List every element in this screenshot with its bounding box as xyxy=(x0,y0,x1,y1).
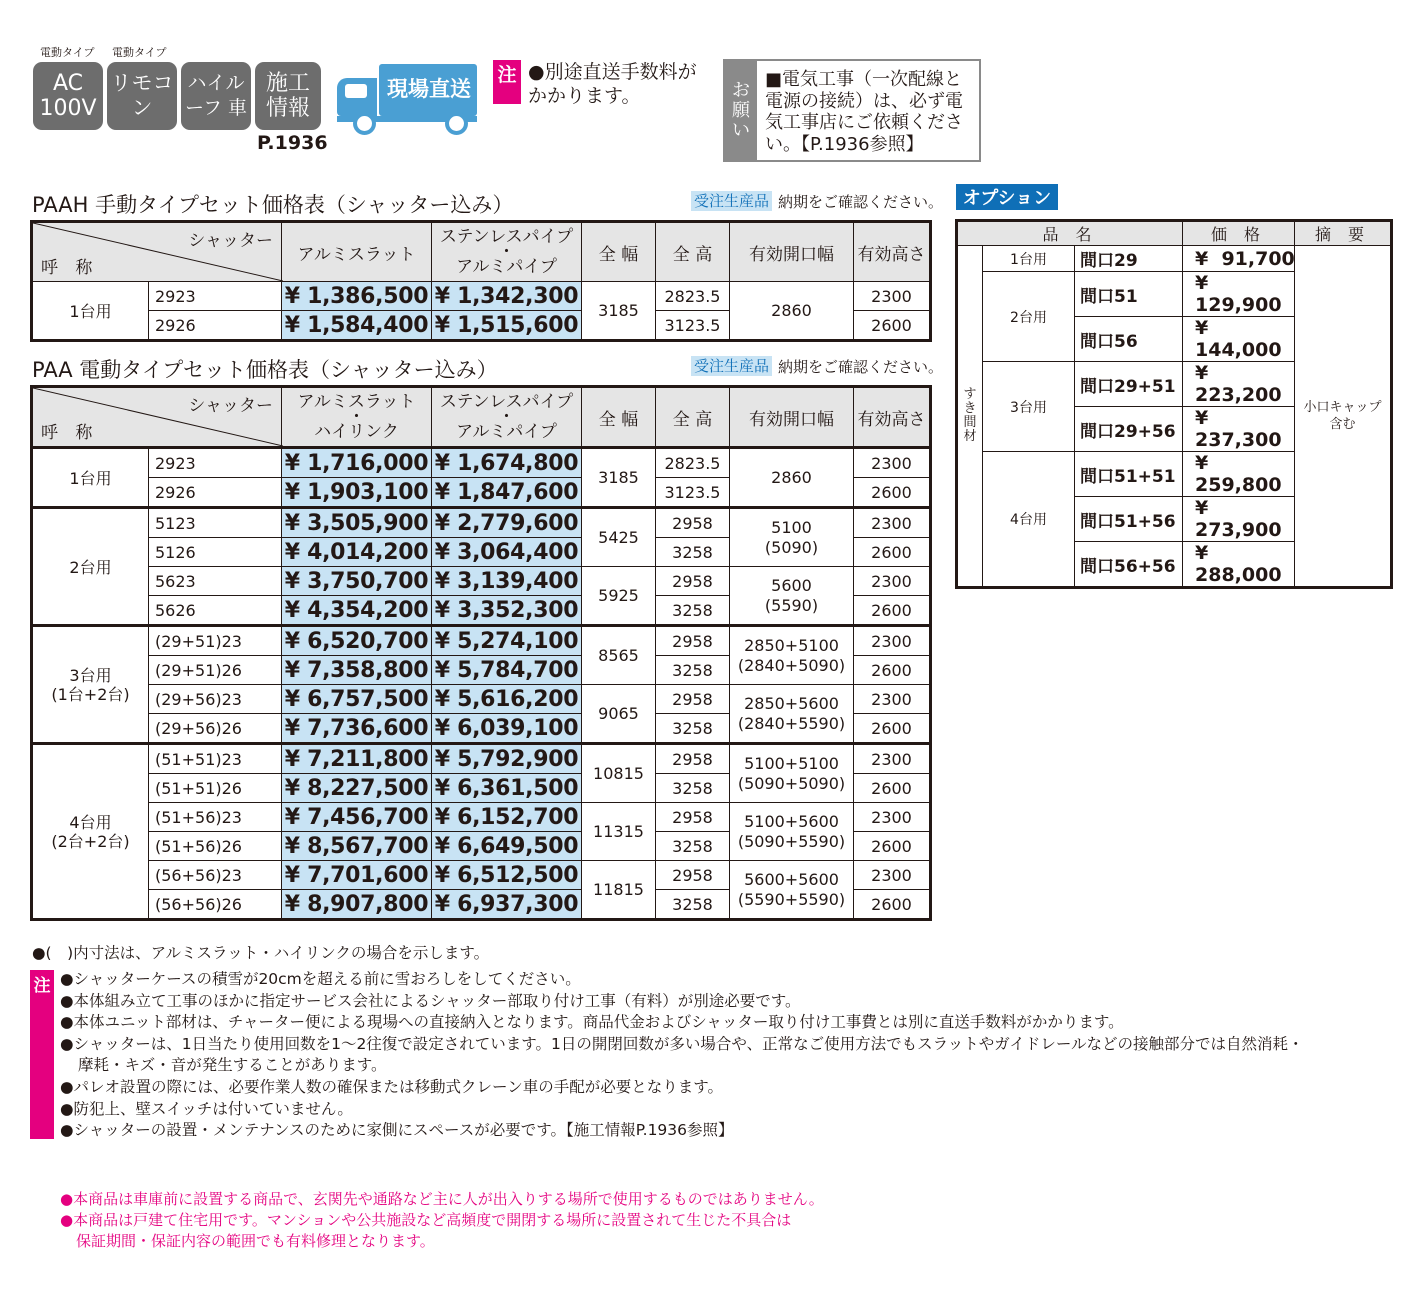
price-stainless: ¥ 5,274,100 xyxy=(432,626,582,656)
option-name: 間口29+56 xyxy=(1075,407,1183,452)
note-item: ●シャッターケースの積雪が20cmを超える前に雪おろしをしてください。 xyxy=(60,970,581,988)
effective-height: 2300 xyxy=(854,744,931,774)
price-stainless: ¥ 6,512,500 xyxy=(432,861,582,890)
total-width: 3185 xyxy=(582,448,656,508)
note-mark-bottom: 注 xyxy=(30,970,54,1139)
model-code: 2926 xyxy=(149,478,282,508)
total-height: 2958 xyxy=(656,803,730,832)
total-height: 3123.5 xyxy=(656,478,730,508)
effective-height: 2600 xyxy=(854,478,931,508)
effective-height: 2600 xyxy=(854,311,931,341)
total-height: 2823.5 xyxy=(656,448,730,478)
aluminum-slat-highlink-header xyxy=(282,387,432,448)
delivery-confirm-paa: 納期をご確認ください。 xyxy=(778,358,944,376)
total-height: 3123.5 xyxy=(656,311,730,341)
effective-height: 2300 xyxy=(854,567,931,596)
option-category xyxy=(957,246,983,588)
model-code: (51+56)23 xyxy=(149,803,282,832)
total-height: 3258 xyxy=(656,656,730,685)
price-aluminum: ¥ 3,750,700 xyxy=(282,567,432,596)
option-remark-header: 摘 要 xyxy=(1295,221,1392,246)
option-group: 1台用 xyxy=(983,246,1075,272)
total-height: 2958 xyxy=(656,567,730,596)
total-height-header: 全 高 xyxy=(656,387,730,448)
model-code: (51+51)26 xyxy=(149,774,282,803)
price-aluminum: ¥ 1,584,400 xyxy=(282,311,432,341)
price-aluminum: ¥ 3,505,900 xyxy=(282,508,432,538)
total-width: 8565 xyxy=(582,626,656,685)
pink-notes xyxy=(60,1189,824,1252)
option-price: ¥ 273,900 xyxy=(1183,497,1295,542)
paah-price-table xyxy=(30,220,932,342)
price-stainless: ¥ 6,361,500 xyxy=(432,774,582,803)
request-box xyxy=(723,59,981,162)
total-width: 11815 xyxy=(582,861,656,920)
price-stainless: ¥ 6,937,300 xyxy=(432,890,582,920)
stainless-pipe-header xyxy=(432,387,582,448)
high-roof-label: ハイルーフ 車 xyxy=(184,72,248,119)
total-height: 3258 xyxy=(656,714,730,744)
total-height: 3258 xyxy=(656,832,730,861)
total-width: 5425 xyxy=(582,508,656,567)
opening-width-value: 5100+5600 xyxy=(744,811,839,831)
effective-height: 2300 xyxy=(854,282,931,311)
price-aluminum: ¥ 8,227,500 xyxy=(282,774,432,803)
model-code: (29+56)23 xyxy=(149,685,282,714)
aluminum-pipe-label: アルミパイプ xyxy=(456,256,557,277)
model-code: 5626 xyxy=(149,596,282,626)
model-code: (51+51)23 xyxy=(149,744,282,774)
opening-width xyxy=(730,626,854,685)
total-height: 3258 xyxy=(656,538,730,567)
highlink-label: ハイリンク xyxy=(314,421,399,442)
note-item: ●本体組み立て工事のほかに指定サービス会社によるシャッター部取り付け工事（有料）が別途必要です。 xyxy=(60,991,801,1010)
effective-height: 2600 xyxy=(854,774,931,803)
total-height: 2958 xyxy=(656,861,730,890)
option-name: 間口51+51 xyxy=(1075,452,1183,497)
paa-title: PAA 電動タイプセット価格表（シャッター込み） xyxy=(32,358,498,382)
total-height: 3258 xyxy=(656,774,730,803)
paren-dimension-note: ●( )内寸法は、アルミスラット・ハイリンクの場合を示します。 xyxy=(32,944,490,962)
price-stainless: ¥ 1,342,300 xyxy=(432,282,582,311)
opening-width: 2860 xyxy=(730,282,854,341)
price-stainless: ¥ 1,847,600 xyxy=(432,478,582,508)
option-group: 4台用 xyxy=(983,452,1075,588)
total-height: 3258 xyxy=(656,890,730,920)
option-price: ¥ 129,900 xyxy=(1183,272,1295,317)
group-label-main: 3台用 xyxy=(69,665,112,685)
group-label-sub: (1台+2台) xyxy=(51,684,130,704)
price-aluminum: ¥ 8,567,700 xyxy=(282,832,432,861)
made-to-order-badge-paah: 受注生産品 xyxy=(691,191,772,211)
opening-width xyxy=(730,685,854,744)
effective-height: 2600 xyxy=(854,596,931,626)
effective-height: 2600 xyxy=(854,714,931,744)
opening-width xyxy=(730,861,854,920)
total-height: 3258 xyxy=(656,596,730,626)
effective-height: 2300 xyxy=(854,626,931,656)
stainless-pipe-label: ステンレスパイプ xyxy=(439,391,574,412)
delivery-fee-note: ●別途直送手数料が かかります。 xyxy=(528,61,697,107)
header-dot: ・ xyxy=(498,241,515,262)
total-height: 2958 xyxy=(656,626,730,656)
price-stainless: ¥ 5,784,700 xyxy=(432,656,582,685)
table-row xyxy=(32,282,931,311)
effective-height: 2300 xyxy=(854,508,931,538)
price-aluminum: ¥ 1,716,000 xyxy=(282,448,432,478)
opening-width-value: 2850+5600 xyxy=(744,693,839,713)
model-code: (29+51)26 xyxy=(149,656,282,685)
note-item: ●シャッターは、1日当たり使用回数を1～2往復で設定されています。1日の開閉回数が多い場合や、正常なご使用方法でもスラットやガイドレールなどの接触部分では自然消耗・ xyxy=(60,1034,1304,1053)
price-aluminum: ¥ 7,456,700 xyxy=(282,803,432,832)
total-width: 10815 xyxy=(582,744,656,803)
aluminum-pipe-label: アルミパイプ xyxy=(456,421,557,442)
option-remark: 小口キャップ 含む xyxy=(1295,246,1392,588)
option-name: 間口56 xyxy=(1075,317,1183,362)
badge-caption-electric-2: 電動タイプ xyxy=(112,46,167,59)
total-width: 3185 xyxy=(582,282,656,341)
effective-height-header: 有効高さ xyxy=(854,387,931,448)
electrical-work-note: ■電気工事（一次配線と電源の接続）は、必ず電気工事店にご依頼ください。【P.1936参照】 xyxy=(765,69,963,155)
delivery-confirm-paah: 納期をご確認ください。 xyxy=(778,193,944,211)
option-name: 間口51+56 xyxy=(1075,497,1183,542)
shutter-header: シャッター xyxy=(188,231,273,251)
option-price-table xyxy=(955,219,1393,589)
price-stainless: ¥ 2,779,600 xyxy=(432,508,582,538)
pink-note: ●本商品は戸建て住宅用です。マンションや公共施設など高頻度で開閉する場所に設置されて生じた不具合は xyxy=(60,1211,792,1229)
price-aluminum: ¥ 7,736,600 xyxy=(282,714,432,744)
stainless-pipe-header xyxy=(432,222,582,282)
price-stainless: ¥ 1,674,800 xyxy=(432,448,582,478)
construction-info-badge xyxy=(255,62,321,130)
pink-note: ●本商品は車庫前に設置する商品で、玄関先や通路など主に人が出入りする場所で使用するものではありません。 xyxy=(60,1190,824,1208)
badge-caption-electric-1: 電動タイプ xyxy=(40,46,95,59)
model-code: 2926 xyxy=(149,311,282,341)
opening-width-alt: (5090) xyxy=(764,537,819,557)
opening-width xyxy=(730,508,854,567)
model-code: (29+56)26 xyxy=(149,714,282,744)
table-row xyxy=(32,508,931,538)
price-aluminum: ¥ 4,014,200 xyxy=(282,538,432,567)
total-width-header: 全 幅 xyxy=(582,222,656,282)
note-item: 摩耗・キズ・音が発生することがあります。 xyxy=(78,1056,387,1075)
total-width: 5925 xyxy=(582,567,656,626)
opening-width-alt: (2840+5090) xyxy=(737,655,846,675)
total-height: 2823.5 xyxy=(656,282,730,311)
price-aluminum: ¥ 1,903,100 xyxy=(282,478,432,508)
total-height: 2958 xyxy=(656,744,730,774)
note-item: ●パレオ設置の際には、必要作業人数の確保または移動式クレーン車の手配が必要となります。 xyxy=(60,1077,723,1096)
option-category-label: すき間材 xyxy=(963,387,977,444)
option-price: ¥ 91,700 xyxy=(1183,246,1295,272)
remote-control-label: リモコン xyxy=(110,71,174,120)
aluminum-slat-label: アルミスラット xyxy=(297,391,416,412)
price-stainless: ¥ 3,064,400 xyxy=(432,538,582,567)
made-to-order-badge-paa: 受注生産品 xyxy=(691,356,772,376)
model-code: 2923 xyxy=(149,282,282,311)
effective-opening-width-header: 有効開口幅 xyxy=(730,222,854,282)
stainless-pipe-label: ステンレスパイプ xyxy=(439,226,574,247)
opening-width-value: 5600 xyxy=(771,575,812,595)
option-price-header: 価 格 xyxy=(1183,221,1295,246)
model-code: (56+56)23 xyxy=(149,861,282,890)
opening-width: 2860 xyxy=(730,448,854,508)
table-row xyxy=(32,448,931,478)
opening-width-value: 5100+5100 xyxy=(744,753,839,773)
price-stainless: ¥ 1,515,600 xyxy=(432,311,582,341)
price-aluminum: ¥ 8,907,800 xyxy=(282,890,432,920)
price-stainless: ¥ 3,352,300 xyxy=(432,596,582,626)
opening-width xyxy=(730,567,854,626)
option-price: ¥ 288,000 xyxy=(1183,542,1295,588)
remote-control-badge xyxy=(107,62,177,130)
price-aluminum: ¥ 7,358,800 xyxy=(282,656,432,685)
table-row xyxy=(32,803,931,832)
price-stainless: ¥ 5,792,900 xyxy=(432,744,582,774)
opening-width-value: 5600+5600 xyxy=(744,869,839,889)
model-code: (29+51)23 xyxy=(149,626,282,656)
notes-list xyxy=(60,969,1400,1142)
table-row xyxy=(32,861,931,890)
price-stainless: ¥ 6,152,700 xyxy=(432,803,582,832)
group-label-main: 4台用 xyxy=(69,812,112,832)
price-aluminum: ¥ 7,701,600 xyxy=(282,861,432,890)
shutter-header: シャッター xyxy=(188,396,273,416)
opening-width xyxy=(730,803,854,861)
price-aluminum: ¥ 7,211,800 xyxy=(282,744,432,774)
effective-height: 2300 xyxy=(854,803,931,832)
group-label: 2台用 xyxy=(32,508,149,626)
header-dot: ・ xyxy=(348,406,365,427)
option-title: オプション xyxy=(956,184,1058,210)
total-height-header: 全 高 xyxy=(656,222,730,282)
model-code: 2923 xyxy=(149,448,282,478)
note-item: ●本体ユニット部材は、チャーター便による現場への直接納入となります。商品代金およびシャッター取り付け工事費とは別に直送手数料がかかります。 xyxy=(60,1013,1124,1032)
option-name: 間口29+51 xyxy=(1075,362,1183,407)
price-aluminum: ¥ 1,386,500 xyxy=(282,282,432,311)
paa-price-table xyxy=(30,385,932,921)
option-name: 間口56+56 xyxy=(1075,542,1183,588)
direct-delivery-label: 現場直送 xyxy=(387,77,471,101)
paah-header-diagonal xyxy=(32,222,282,282)
aluminum-slat-header: アルミスラット xyxy=(282,222,432,282)
option-name-header: 品 名 xyxy=(957,221,1183,246)
effective-height: 2600 xyxy=(854,832,931,861)
model-code: (51+56)26 xyxy=(149,832,282,861)
total-height: 2958 xyxy=(656,508,730,538)
effective-height: 2600 xyxy=(854,890,931,920)
table-row xyxy=(32,685,931,714)
price-stainless: ¥ 3,139,400 xyxy=(432,567,582,596)
ac100v-badge xyxy=(33,62,103,130)
effective-opening-width-header: 有効開口幅 xyxy=(730,387,854,448)
price-stainless: ¥ 6,039,100 xyxy=(432,714,582,744)
header-dot: ・ xyxy=(498,406,515,427)
option-group: 3台用 xyxy=(983,362,1075,452)
option-price: ¥ 237,300 xyxy=(1183,407,1295,452)
paah-title: PAAH 手動タイプセット価格表（シャッター込み） xyxy=(32,193,514,217)
group-label xyxy=(32,744,149,920)
group-label xyxy=(32,626,149,744)
name-header: 呼 称 xyxy=(41,258,99,278)
construction-info-label: 施工 情報 xyxy=(265,71,310,121)
group-label: 1台用 xyxy=(32,282,149,341)
pink-note: 保証期間・保証内容の範囲でも有料修理となります。 xyxy=(76,1232,435,1250)
effective-height: 2600 xyxy=(854,656,931,685)
page-reference: P.1936 xyxy=(257,132,328,154)
total-width: 9065 xyxy=(582,685,656,744)
opening-width-alt: (5090+5590) xyxy=(737,831,846,851)
option-name: 間口51 xyxy=(1075,272,1183,317)
table-row xyxy=(957,246,1392,272)
option-name: 間口29 xyxy=(1075,246,1183,272)
effective-height: 2600 xyxy=(854,538,931,567)
model-code: 5123 xyxy=(149,508,282,538)
table-row xyxy=(32,626,931,656)
opening-width-value: 2850+5100 xyxy=(744,635,839,655)
opening-width-value: 5100 xyxy=(771,517,812,537)
total-width-header: 全 幅 xyxy=(582,387,656,448)
price-stainless: ¥ 5,616,200 xyxy=(432,685,582,714)
opening-width-alt: (2840+5590) xyxy=(737,713,846,733)
effective-height: 2300 xyxy=(854,685,931,714)
name-header: 呼 称 xyxy=(41,423,99,443)
ac100v-label: AC 100V xyxy=(39,71,97,121)
price-stainless: ¥ 6,649,500 xyxy=(432,832,582,861)
effective-height-header: 有効高さ xyxy=(854,222,931,282)
model-code: 5623 xyxy=(149,567,282,596)
total-width: 11315 xyxy=(582,803,656,861)
table-row xyxy=(32,744,931,774)
model-code: (56+56)26 xyxy=(149,890,282,920)
model-code: 5126 xyxy=(149,538,282,567)
option-price: ¥ 223,200 xyxy=(1183,362,1295,407)
table-row xyxy=(32,567,931,596)
option-price: ¥ 144,000 xyxy=(1183,317,1295,362)
note-mark-top: 注 xyxy=(493,60,521,104)
group-label-sub: (2台+2台) xyxy=(51,831,130,851)
opening-width-alt: (5590) xyxy=(764,595,819,615)
request-label: お 願 い xyxy=(725,61,757,160)
price-aluminum: ¥ 6,757,500 xyxy=(282,685,432,714)
group-label: 1台用 xyxy=(32,448,149,508)
opening-width-alt: (5590+5590) xyxy=(737,889,846,909)
price-aluminum: ¥ 4,354,200 xyxy=(282,596,432,626)
effective-height: 2300 xyxy=(854,448,931,478)
paa-header-diagonal xyxy=(32,387,282,448)
total-height: 2958 xyxy=(656,685,730,714)
opening-width xyxy=(730,744,854,803)
option-group: 2台用 xyxy=(983,272,1075,362)
note-item: ●シャッターの設置・メンテナンスのために家側にスペースが必要です。【施工情報P.1936参照】 xyxy=(60,1121,734,1140)
price-aluminum: ¥ 6,520,700 xyxy=(282,626,432,656)
high-roof-badge xyxy=(181,62,251,130)
option-price: ¥ 259,800 xyxy=(1183,452,1295,497)
note-item: ●防犯上、壁スイッチは付いていません。 xyxy=(60,1099,353,1118)
effective-height: 2300 xyxy=(854,861,931,890)
opening-width-alt: (5090+5090) xyxy=(737,773,846,793)
